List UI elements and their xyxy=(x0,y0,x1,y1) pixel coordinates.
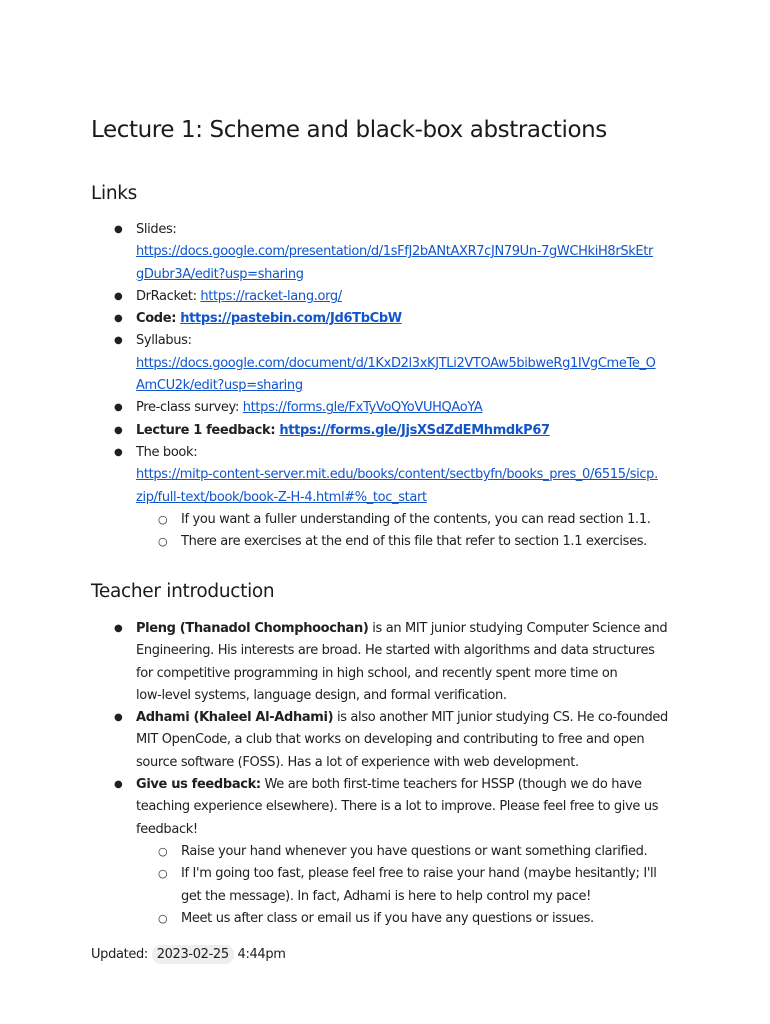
list-subitem-feedback-1: ○ Raise your hand whenever you have questions or want something clarified. xyxy=(0,841,681,863)
adhami-name: Adhami (Khaleel Al-Adhami) xyxy=(136,710,334,726)
list-subitem-feedback-3: ○ Meet us after class or email us if you have any questions or issues. xyxy=(0,908,681,930)
list-item-feedback xyxy=(0,420,681,442)
links-heading: Links xyxy=(91,183,138,204)
list-item-survey xyxy=(0,397,681,419)
page-title: Lecture 1: Scheme and black-box abstractions xyxy=(91,117,607,143)
list-item-code xyxy=(0,308,681,330)
book-label: The book: xyxy=(136,444,198,460)
bullet-icon: ● xyxy=(114,779,123,791)
list-item-adhami: ● Adhami (Khaleel Al-Adhami) is also another MIT junior studying CS. He co-founded MIT OpenCode, a club that works on developing and contributing to free and open source software (FOSS). Has a lot of experience with web development. xyxy=(0,707,681,774)
bullet-icon: ● xyxy=(114,424,123,436)
list-item-syllabus xyxy=(0,330,681,397)
list-item-pleng: ● Pleng (Thanadol Chomphoochan) is an MIT junior studying Computer Science and Engineering. His interests are broad. He started with algorithms and data structures for competitive programming in high school, and recently spent more time on low-level systems, language design, and formal verification. xyxy=(0,618,681,707)
feedback-link[interactable]: https://forms.gle/JjsXSdZdEMhmdkP67 xyxy=(279,422,550,438)
pleng-name: Pleng (Thanadol Chomphoochan) xyxy=(136,621,369,636)
bullet-icon: ● xyxy=(114,402,123,414)
updated-footer xyxy=(91,944,286,966)
list-subitem-book-2 xyxy=(0,531,681,553)
survey-label: Pre-class survey: xyxy=(136,400,243,416)
bullet-icon: ● xyxy=(114,623,123,634)
feedback-label: Lecture 1 feedback: xyxy=(136,422,280,438)
date-chip[interactable]: 2023-02-25 xyxy=(152,945,234,964)
bullet-icon: ● xyxy=(114,224,123,235)
hollow-bullet-icon: ○ xyxy=(158,535,168,549)
links-list xyxy=(0,219,770,553)
survey-link[interactable]: https://forms.gle/FxTyVoQYoVUHQAoYA xyxy=(242,400,483,416)
list-item-book xyxy=(0,442,681,509)
drracket-label: DrRacket: xyxy=(136,288,201,304)
bullet-icon: ● xyxy=(114,313,123,325)
hollow-bullet-icon: ○ xyxy=(158,867,168,881)
list-item-slides xyxy=(0,219,681,286)
hollow-bullet-icon: ○ xyxy=(158,911,168,925)
updated-time: 4:44pm xyxy=(233,947,286,962)
code-link[interactable]: https://pastebin.com/Jd6TbCbW xyxy=(180,311,402,327)
updated-label: Updated: xyxy=(91,947,152,962)
book-subitem-text: There are exercises at the end of this file that refer to section 1.1 exercises. xyxy=(181,534,647,550)
hollow-bullet-icon: ○ xyxy=(158,844,168,858)
list-item-give-feedback: ● Give us feedback: We are both first-time teachers for HSSP (though we do have teaching experience elsewhere). There is a lot to improve. Please feel free to give us feedback! xyxy=(0,774,681,841)
bullet-icon: ● xyxy=(114,446,123,458)
syllabus-link[interactable]: https://docs.google.com/document/d/1KxD2l3xKJTLi2VTOAw5bibweRg1IVgCmeTe_O AmCU2k/edit?usp=sharing xyxy=(136,355,656,394)
slides-link[interactable]: https://docs.google.com/presentation/d/1sFfJ2bANtAXR7cJN79Un-7gWCHkiH8rSkEtr gDubr3A/edit?usp=sharing xyxy=(136,244,654,282)
list-subitem-feedback-2: ○ If I'm going too fast, please feel free to raise your hand (maybe hesitantly; I'll get the message). In fact, Adhami is here to help control my pace! xyxy=(0,863,681,908)
give-feedback-label: Give us feedback: xyxy=(136,777,261,793)
bullet-icon: ● xyxy=(114,335,123,347)
syllabus-label: Syllabus: xyxy=(136,333,192,349)
teacher-list xyxy=(0,618,770,930)
drracket-link[interactable]: https://racket-lang.org/ xyxy=(200,288,342,304)
slides-label: Slides: xyxy=(136,222,177,237)
list-subitem-book-1 xyxy=(0,509,681,531)
bullet-icon: ● xyxy=(114,290,123,302)
book-subitem-text: If you want a fuller understanding of the contents, you can read section 1.1. xyxy=(181,511,651,527)
list-item-drracket xyxy=(0,286,681,308)
hollow-bullet-icon: ○ xyxy=(158,512,168,526)
code-label: Code: xyxy=(136,311,181,327)
teacher-heading: Teacher introduction xyxy=(91,581,275,602)
book-link[interactable]: https://mitp-content-server.mit.edu/books/content/sectbyfn/books_pres_0/6515/sicp. zip/full-text/book/book-Z-H-4.html#%_toc_start xyxy=(136,467,658,505)
bullet-icon: ● xyxy=(114,712,123,724)
